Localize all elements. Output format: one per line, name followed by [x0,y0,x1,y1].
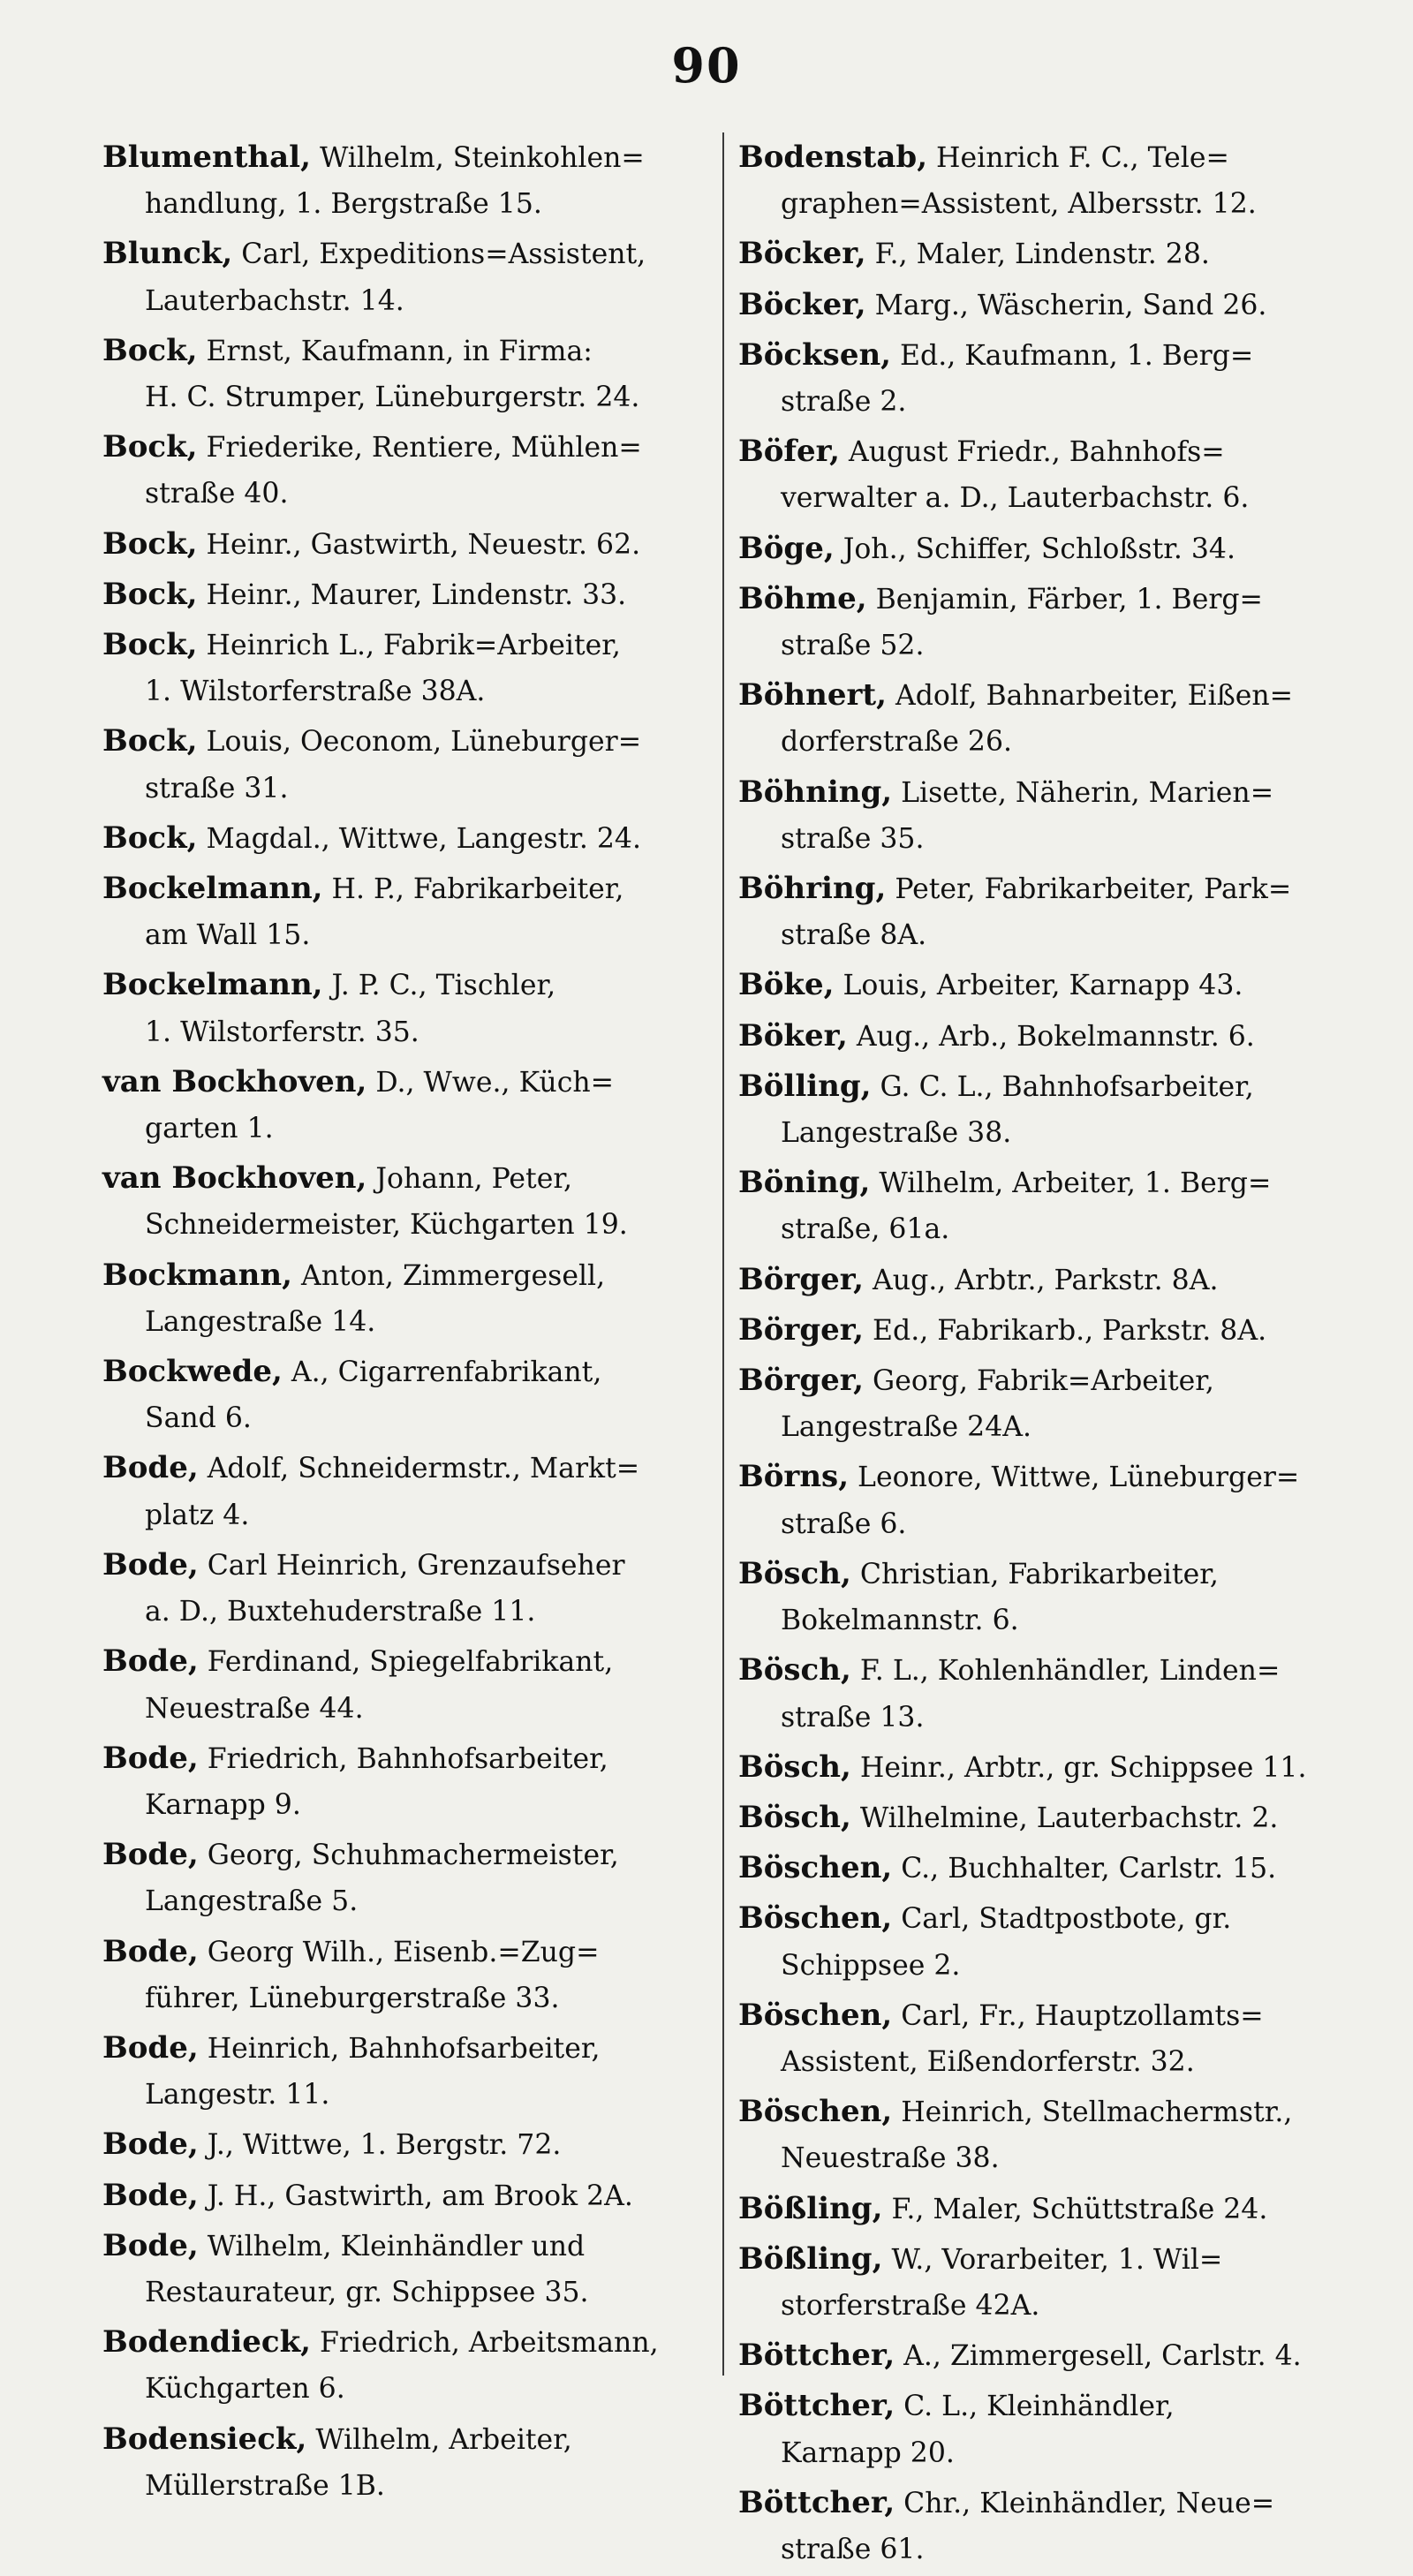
entry-details-continued: Schneidermeister, Küchgarten 19. [145,1209,628,1242]
entry-details: F., Maler, Schüttstraße 24. [891,2193,1268,2225]
entry-details: H. P., Fabrikarbeiter, [331,873,624,906]
entry-surname: Bock, [102,723,198,759]
directory-entry [738,2480,1356,2572]
right-column [738,134,1356,2576]
entry-surname: Böke, [738,967,835,1003]
entry-surname: Bodendieck, [102,2324,311,2361]
directory-entry [738,2186,1356,2232]
entry-surname: Böschen, [738,2094,893,2130]
directory-entry [102,2025,721,2118]
entry-surname: Bösch, [738,1555,851,1591]
directory-entry [102,2121,721,2168]
entry-surname: Bodenstab, [738,140,928,175]
entry-details-continued: Neuestraße 44. [145,1692,364,1725]
entry-details: Wilhelm, Steinkohlen= [319,142,645,174]
directory-entry [102,1832,721,1924]
directory-entry [738,1551,1356,1643]
directory-entry [738,1647,1356,1740]
entry-surname: Böhnert, [738,677,887,714]
entry-surname: Bode, [102,1450,199,1486]
entry-surname: Börger, [738,1363,865,1399]
entry-details-continued: am Wall 15. [145,919,311,952]
directory-entry [738,1357,1356,1450]
entry-surname: Bodensieck, [102,2421,307,2457]
entry-surname: Böschen, [738,1850,893,1886]
entry-surname: Böcksen, [738,336,892,373]
directory-entry [102,1252,721,1345]
entry-surname: Bode, [102,2227,199,2263]
entry-details-continued: Lauterbachstr. 14. [145,284,404,317]
directory-entry [102,230,721,323]
entry-details: Anton, Zimmergesell, [300,1259,606,1292]
directory-entry [738,1307,1356,1354]
entry-details: Louis, Arbeiter, Karnapp 43. [843,970,1243,1002]
directory-entry [102,1638,721,1731]
entry-details: Friedrich, Bahnhofsarbeiter, [207,1742,608,1775]
entry-surname: Böschen, [738,1900,893,1937]
directory-entry [102,1348,721,1441]
directory-entry [102,622,721,714]
directory-entry [102,571,721,618]
directory-entry [102,2416,721,2509]
entry-details: Peter, Fabrikarbeiter, Park= [895,873,1292,906]
entry-surname: Bock, [102,332,198,368]
entry-details-continued: straße 61. [781,2533,925,2565]
entry-details: Lisette, Näherin, Marien= [901,776,1274,809]
entry-surname: Böttcher, [738,2338,895,2374]
directory-entry [738,1257,1356,1303]
directory-entry [738,1063,1356,1156]
entry-details: A., Zimmergesell, Carlstr. 4. [903,2340,1302,2373]
entry-details: G. C. L., Bahnhofsarbeiter, [880,1070,1254,1103]
entry-details: Heinrich L., Fabrik=Arbeiter, [206,630,621,662]
directory-entry [102,718,721,811]
entry-surname: Böcker, [738,236,866,272]
entry-surname: Bode, [102,1643,199,1680]
entry-details-continued: Langestraße 24A. [781,1411,1031,1444]
directory-entry [102,815,721,862]
entry-details-continued: straße 6. [781,1507,907,1540]
entry-surname: Bock, [102,627,198,663]
entry-surname: Bockwede, [102,1354,283,1390]
entry-details: Magdal., Wittwe, Langestr. 24. [206,822,641,855]
entry-surname: Börger, [738,1311,865,1348]
entry-details-continued: straße 13. [781,1701,925,1734]
entry-surname: Börger, [738,1261,865,1297]
entry-details: Ed., Fabrikarb., Parkstr. 8A. [873,1314,1267,1347]
entry-surname: Bode, [102,1837,199,1873]
entry-details: Wilhelm, Arbeiter, 1. Berg= [879,1167,1272,1200]
entry-surname: Bößling, [738,2240,883,2277]
directory-entry [102,1155,721,1248]
entry-details: Benjamin, Färber, 1. Berg= [875,583,1263,616]
directory-entry [102,1735,721,1828]
entry-details: C. L., Kleinhändler, [903,2391,1175,2423]
entry-details: Chr., Kleinhändler, Neue= [903,2487,1275,2519]
entry-details: Wilhelmine, Lauterbachstr. 2. [859,1802,1279,1834]
entry-surname: Bösch, [738,1652,851,1688]
entry-details: Christian, Fabrikarbeiter, [859,1558,1219,1590]
entry-details: Carl, Expeditions=Assistent, [241,238,646,271]
entry-surname: Böhme, [738,580,867,616]
entry-details: A., Cigarrenfabrikant, [291,1356,602,1389]
entry-surname: van Bockhoven, [102,1160,367,1197]
entry-details-continued: straße 8A. [781,919,927,952]
entry-details: Wilhelm, Arbeiter, [315,2423,572,2456]
entry-details: Aug., Arbtr., Parkstr. 8A. [873,1264,1219,1296]
entry-details: August Friedr., Bahnhofs= [848,436,1225,469]
directory-entry [738,1013,1356,1060]
entry-surname: Böhning, [738,774,893,810]
directory-entry [102,2172,721,2219]
entry-details: J. H., Gastwirth, am Brook 2A. [207,2179,633,2212]
entry-details: D., Wwe., Küch= [375,1066,615,1099]
entry-details-continued: straße 35. [781,822,925,855]
entry-details-continued: Karnapp 20. [781,2436,955,2469]
directory-entry [738,962,1356,1008]
entry-surname: Böttcher, [738,2388,895,2424]
entry-surname: Böttcher, [738,2484,895,2520]
directory-entry [102,1929,721,2021]
entry-details: Ernst, Kaufmann, in Firma: [206,335,593,367]
entry-surname: Böfer, [738,434,840,470]
directory-entry [102,1059,721,1152]
entry-surname: Bode, [102,2127,199,2163]
entry-surname: Bode, [102,2177,199,2213]
entry-surname: Bock, [102,429,198,465]
entry-details: Louis, Oeconom, Lüneburger= [206,726,642,759]
directory-entry [738,672,1356,765]
entry-details-continued: Sand 6. [145,1402,252,1435]
entry-details-continued: Langestr. 11. [145,2079,330,2111]
entry-surname: Bößling, [738,2190,883,2226]
entry-details: Heinrich, Stellmachermstr., [901,2096,1293,2129]
entry-details: C., Buchhalter, Carlstr. 15. [901,1853,1277,1885]
entry-details-continued: Müllerstraße 1B. [145,2469,385,2502]
page-number: 90 [671,37,742,94]
entry-surname: Börns, [738,1459,850,1495]
entry-details: Ed., Kaufmann, 1. Berg= [900,339,1254,372]
entry-details-continued: Restaurateur, gr. Schippsee 35. [145,2276,589,2308]
entry-details: Heinr., Arbtr., gr. Schippsee 11. [859,1751,1307,1784]
directory-entry [738,1454,1356,1546]
entry-details: Friedrich, Arbeitsmann, [319,2327,659,2360]
entry-surname: Bode, [102,1546,199,1583]
entry-surname: Bölling, [738,1068,872,1104]
entry-details-continued: straße 40. [145,478,289,510]
entry-details: F., Maler, Lindenstr. 28. [874,238,1210,271]
directory-entry [738,332,1356,425]
entry-details: Marg., Wäscherin, Sand 26. [874,289,1267,321]
directory-entry [738,1744,1356,1791]
directory-entry [102,2223,721,2315]
entry-details-continued: Langestraße 14. [145,1305,376,1338]
directory-entry [738,769,1356,862]
directory-entry [738,282,1356,329]
entry-surname: Böge, [738,530,835,566]
directory-entry [738,1992,1356,2085]
entry-surname: Bockelmann, [102,871,323,907]
entry-surname: Böker, [738,1017,848,1054]
entry-surname: Bockelmann, [102,967,323,1003]
directory-entry [738,428,1356,521]
entry-details-continued: a. D., Buxtehuderstraße 11. [145,1596,536,1628]
entry-details-continued: Assistent, Eißendorferstr. 32. [781,2045,1195,2078]
entry-details-continued: 1. Wilstorferstr. 35. [145,1016,419,1048]
directory-entry [738,2383,1356,2475]
entry-details: Georg, Schuhmachermeister, [207,1839,619,1872]
directory-entry [738,1895,1356,1988]
entry-details-continued: graphen=Assistent, Albersstr. 12. [781,188,1257,221]
entry-details-continued: straße 52. [781,630,925,662]
entry-details-continued: 1. Wilstorferstraße 38A. [145,676,486,708]
directory-entry [738,230,1356,277]
entry-details-continued: handlung, 1. Bergstraße 15. [145,188,542,221]
directory-entry [102,962,721,1054]
entry-surname: Bock, [102,525,198,562]
entry-details: Georg, Fabrik=Arbeiter, [873,1365,1214,1398]
entry-details-continued: straße 31. [145,772,289,805]
entry-surname: Bösch, [738,1799,851,1835]
entry-surname: Bode, [102,2029,199,2066]
entry-details-continued: Karnapp 9. [145,1788,301,1821]
entry-details: W., Vorarbeiter, 1. Wil= [891,2243,1223,2276]
entry-details-continued: H. C. Strumper, Lüneburgerstr. 24. [145,381,640,414]
directory-entry [102,328,721,420]
directory-entry [738,2236,1356,2329]
entry-details: Heinrich F. C., Tele= [936,142,1229,174]
entry-surname: Böhring, [738,871,887,907]
entry-details: Johann, Peter, [375,1163,572,1196]
entry-surname: Bode, [102,1740,199,1776]
left-column [102,134,721,2512]
entry-details: Heinrich, Bahnhofsarbeiter, [207,2032,601,2065]
entry-details-continued: Langestraße 5. [145,1885,359,1918]
directory-entry [102,1542,721,1635]
entry-details: Wilhelm, Kleinhändler und [207,2230,586,2262]
entry-details-continued: Langestraße 38. [781,1117,1012,1150]
entry-surname: Blumenthal, [102,140,311,175]
directory-entry [102,134,721,227]
entry-surname: Bock, [102,576,198,612]
entry-details-continued: führer, Lüneburgerstraße 33. [145,1982,560,2014]
entry-surname: Bock, [102,820,198,856]
entry-details: Leonore, Wittwe, Lüneburger= [858,1462,1300,1494]
directory-entry [102,2319,721,2412]
directory-entry [738,2089,1356,2181]
entry-details: Carl, Stadtpostbote, gr. [901,1903,1232,1936]
entry-details-continued: verwalter a. D., Lauterbachstr. 6. [781,482,1250,515]
entry-details: Joh., Schiffer, Schloßstr. 34. [843,533,1235,565]
directory-entry [738,865,1356,958]
directory-entry [738,1845,1356,1892]
entry-details-continued: garten 1. [145,1113,274,1145]
directory-entry [738,525,1356,572]
directory-entry [102,1445,721,1537]
entry-details: Carl, Fr., Hauptzollamts= [901,1999,1264,2032]
directory-entry [738,576,1356,669]
entry-details: Adolf, Bahnarbeiter, Eißen= [895,680,1294,713]
entry-details: Heinr., Gastwirth, Neuestr. 62. [206,528,641,561]
directory-entry [738,134,1356,227]
entry-details-continued: Küchgarten 6. [145,2373,345,2406]
entry-surname: Bockmann, [102,1257,292,1293]
column-divider [722,132,724,2376]
entry-details-continued: straße, 61a. [781,1213,950,1246]
directory-entry [738,2332,1356,2379]
entry-details-continued: Bokelmannstr. 6. [781,1605,1019,1637]
entry-details: Heinr., Maurer, Lindenstr. 33. [206,578,627,611]
entry-details-continued: Neuestraße 38. [781,2142,1000,2175]
entry-details: J. P. C., Tischler, [331,970,556,1002]
directory-entry [102,521,721,568]
entry-details-continued: Schippsee 2. [781,1949,961,1982]
directory-entry [102,865,721,958]
entry-details: Georg Wilh., Eisenb.=Zug= [207,1936,600,1968]
directory-entry [738,1160,1356,1252]
entry-details: F. L., Kohlenhändler, Linden= [859,1655,1281,1688]
entry-surname: van Bockhoven, [102,1063,367,1099]
entry-details-continued: straße 2. [781,386,907,419]
entry-surname: Böschen, [738,1997,893,2033]
entry-details: Carl Heinrich, Grenzaufseher [207,1549,625,1582]
entry-surname: Böning, [738,1165,871,1201]
entry-details-continued: platz 4. [145,1499,250,1531]
entry-details: Ferdinand, Spiegelfabrikant, [207,1646,614,1679]
entry-details: Adolf, Schneidermstr., Markt= [207,1453,640,1485]
directory-entry [738,1794,1356,1841]
entry-surname: Blunck, [102,236,233,272]
entry-surname: Bösch, [738,1749,851,1785]
entry-details-continued: storferstraße 42A. [781,2289,1040,2322]
entry-surname: Böcker, [738,286,866,322]
entry-surname: Bode, [102,1933,199,1969]
entry-details-continued: dorferstraße 26. [781,726,1012,759]
entry-details: J., Wittwe, 1. Bergstr. 72. [207,2129,562,2162]
entry-details: Friederike, Rentiere, Mühlen= [206,432,642,465]
entry-details: Aug., Arb., Bokelmannstr. 6. [856,1020,1255,1053]
directory-entry [102,424,721,517]
